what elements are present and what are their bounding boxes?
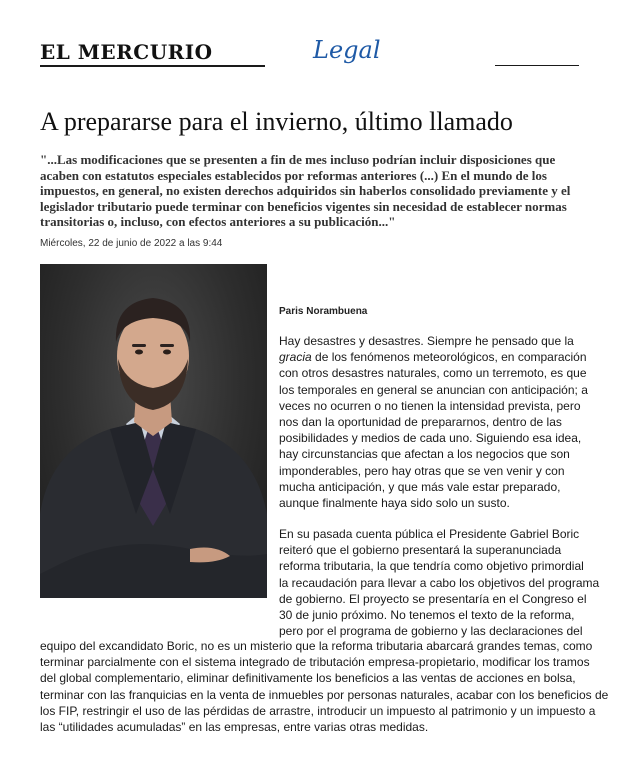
body-line: terminar con las franquicias en la venta de inmuebles por personas naturales, acabar con los beneficios de [40,687,609,702]
masthead-rule-left [40,65,265,67]
body-line: terminar parcialmente con el sistema integrado de tributación empresa-propietario, modificar los tramos [40,655,590,670]
body-line: posibilidades y medios de cada uno. Siguiendo esa idea, [279,431,582,446]
article-headline: A prepararse para el invierno, último llamado [40,107,513,136]
article-deck: "...Las modificaciones que se presenten a fin de mes incluso podrían incluir disposiciones que acaben con estatutos especiales establecidos por reformas anteriores (...) En el mundo de los impuestos, en general, no existen derechos adquiridos sin haberlos consolidado previamente y el legislador tributario puede terminar con beneficios vigentes sin necesidad de establecer normas transitorias o, incluso, con efectos anteriores a su publicación..." [40,152,571,229]
body-line: imponderables, pero hay otras que se ven venir y con [279,463,565,478]
body-line: nos dan la oportunidad de prepararnos, dentro de las [279,415,562,430]
body-line: con otros desastres naturales, como un terremoto, es que [279,366,587,381]
body-line: hay circunstancias que afectan a los negocios que son [279,447,570,462]
body-line: del global complementario, eliminar definitivamente los beneficios a las ventas de acciones en bolsa, [40,671,576,686]
body-line: de gobierno. El proyecto se presentaría en el Congreso el [279,591,587,606]
newspaper-logo[interactable]: EL MERCURIO [40,40,213,64]
author-photo [40,264,267,598]
body-line [279,349,587,365]
body-line: En su pasada cuenta pública el Presidente Gabriel Boric [279,527,580,541]
body-paragraph-1 [279,333,588,511]
body-line: los temporales en general se anuncian con anticipación; a [279,382,588,397]
body-line: equipo del excandidato Boric, no es un misterio que la reforma tributaria abarcará grandes temas, como [40,639,593,653]
article-date: Miércoles, 22 de junio de 2022 a las 9:44 [40,238,223,249]
author-portrait-icon [40,264,267,598]
body-line: los FIP, restringir el uso de las pérdidas de arrastre, introducir un impuesto al patrimonio y un impuesto a [40,703,596,718]
body-line: reforma tributaria, la que tendría como objetivo primordial [279,559,584,574]
author-name: Paris Norambuena [279,306,368,317]
body-line-text: de los fenómenos meteorológicos, en comparación [315,350,587,365]
body-line: veces no ocurren o no tienen la intensidad prevista, pero [279,398,581,413]
body-line: aunque finalmente haya sido solo un susto. [279,496,510,511]
body-line: reiteró que el gobierno presentará la superanunciada [279,543,562,558]
section-name[interactable]: Legal [313,36,381,64]
body-paragraph-2 [279,526,600,639]
body-line: las “utilidades acumuladas” en las empresas, entre varias otras medidas. [40,720,429,735]
body-line: Hay desastres y desastres. Siempre he pensado que la [279,334,574,348]
body-line: la recaudación para llevar a cabo los objetivos del programa [279,575,600,590]
masthead-rule-right [495,65,579,66]
body-paragraph-3 [40,638,609,735]
body-line: pero por el programa de gobierno y las declaraciones del [279,624,583,639]
masthead [40,36,580,68]
body-line: mucha anticipación, y que más vale estar preparado, [279,479,561,494]
emphasis-word: gracia [279,350,312,365]
body-line: 30 de junio próximo. No tenemos el texto de la reforma, [279,608,575,623]
